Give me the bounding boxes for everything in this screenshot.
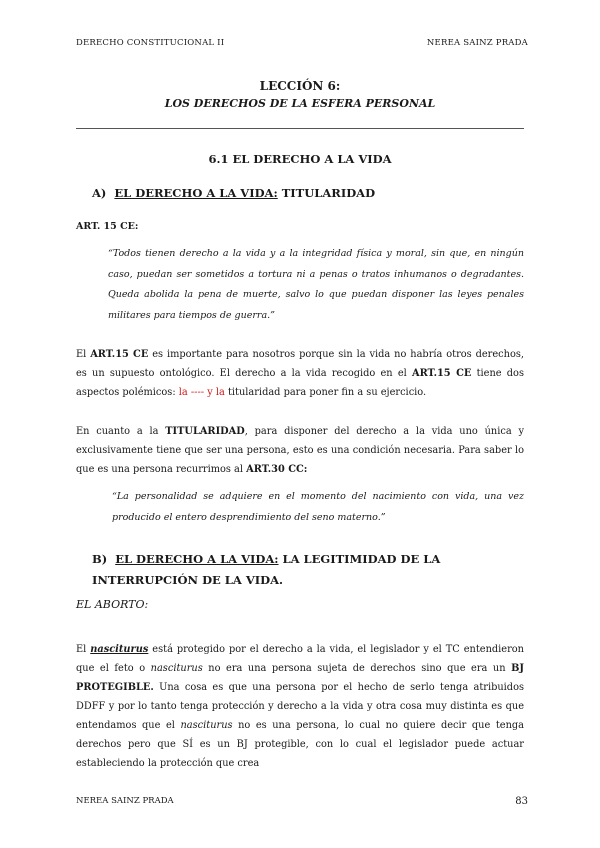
titularidad-term: TITULARIDAD: [165, 426, 245, 437]
art15-label: ART. 15 CE:: [76, 221, 139, 232]
aborto-subheading: EL ABORTO:: [76, 598, 149, 611]
section-a-prefix: A): [92, 186, 107, 200]
footer-author: NEREA SAINZ PRADA: [76, 796, 174, 806]
art30-ref: ART.30 CC:: [246, 464, 308, 475]
section-title: 6.1 EL DERECHO A LA VIDA: [208, 152, 392, 166]
page-number: 83: [515, 796, 528, 807]
paragraph-titularidad: En cuanto a la TITULARIDAD, para disponer del derecho a la vida uno única y exclusivamente tiene que ser una persona, esto es una condición necesaria. Para saber lo que es una persona recurrimos al ART.30 CC:: [76, 426, 524, 475]
section-b-heading: [92, 549, 524, 591]
section-b-underlined: EL DERECHO A LA VIDA:: [115, 552, 279, 566]
paragraph-art15: El ART.15 CE es importante para nosotros porque sin la vida no habría otros derechos, es un supuesto ontológico. El derecho a la vida recogido en el ART.15 CE tiene dos aspectos polémicos: la ---- y la titularidad para poner fin a su ejercicio.: [76, 349, 524, 398]
running-header-left: DERECHO CONSTITUCIONAL II: [76, 38, 225, 48]
section-a-rest: TITULARIDAD: [277, 186, 376, 200]
section-a-heading: [92, 186, 375, 200]
section-b-prefix: B): [92, 552, 108, 566]
paragraph-nasciturus: El nasciturus está protegido por el derecho a la vida, el legislador y el TC entendieron que el feto o nasciturus no era una persona sujeta de derechos sino que era un BJ PROTEGIBLE. Una cosa es que una persona por el hecho de serlo tenga atribuidos DDFF y por lo tanto tenga protección y derecho a la vida y otra cosa muy distinta es que entendamos que el nasciturus no es una persona, lo cual no quiere decir que tenga derechos pero que SÍ es un BJ protegible, con lo cual el legislador puede actuar estableciendo la protección que crea: [76, 644, 524, 769]
lesson-title: LECCIÓN 6:: [259, 79, 341, 93]
art15-quote: “Todos tienen derecho a la vida y a la integridad física y moral, sin que, en ningún caso, puedan ser sometidos a tortura ni a penas o tratos inhumanos o degradantes. Queda abolida la pena de muerte, salvo lo que puedan disponer las leyes penales militares para tiempos de guerra.”: [108, 248, 524, 321]
highlighted-text: la ---- y la: [178, 387, 225, 398]
section-a-underlined: EL DERECHO A LA VIDA:: [114, 186, 278, 200]
running-header-right: NEREA SAINZ PRADA: [426, 38, 528, 48]
art30-quote: “La personalidad se adquiere en el momento del nacimiento con vida, una vez producido el entero desprendimiento del seno materno.”: [112, 491, 524, 523]
art15-ref: ART.15 CE: [411, 368, 472, 379]
title-divider: [76, 128, 524, 129]
section-b-rest: LA LEGITIMIDAD DE LA INTERRUPCIÓN DE LA VIDA.: [92, 552, 441, 587]
lesson-subtitle: LOS DERECHOS DE LA ESFERA PERSONAL: [164, 97, 436, 110]
nasciturus-term: nasciturus: [90, 644, 149, 655]
bj-protegible-term: BJ PROTEGIBLE.: [76, 663, 524, 693]
art15-ref: ART.15 CE: [90, 349, 149, 360]
